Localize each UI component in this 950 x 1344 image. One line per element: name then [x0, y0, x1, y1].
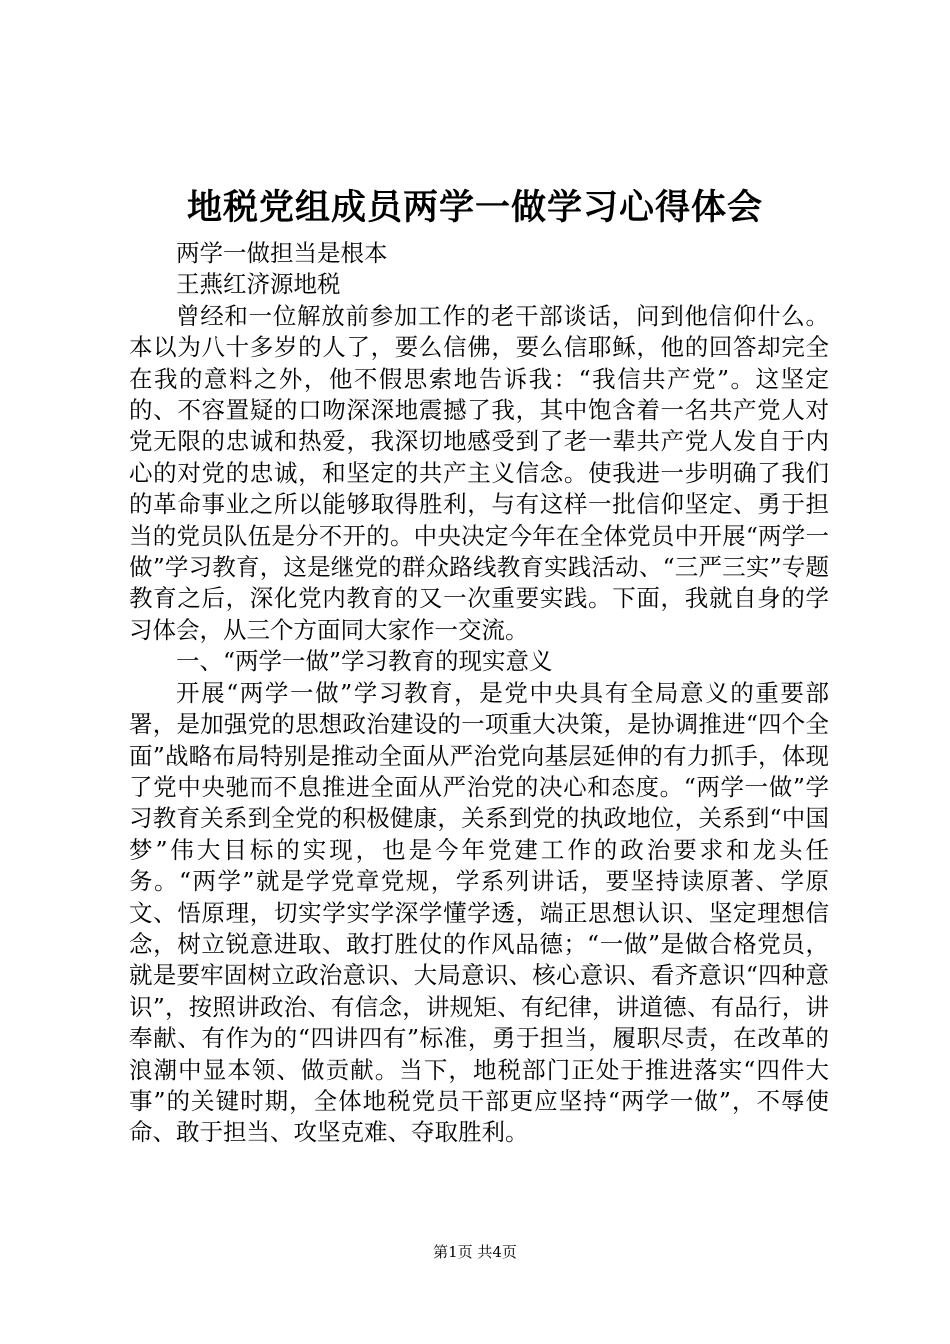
document-subtitle: 两学一做担当是根本: [176, 239, 388, 267]
paragraph: 曾经和一位解放前参加工作的老干部谈话，问到他信仰什么。本以为八十多岁的人了，要么信佛，要么信耶稣，他的回答却完全在我的意料之外，他不假思索地告诉我：“我信共产党”。这坚定的、不容置疑的口吻深深地震撼了我，其中饱含着一名共产党人对党无限的忠诚和热爱，我深切地感受到了老一辈共产党人发自于内心的对党的忠诚，和坚定的共产主义信念。使我进一步明确了我们的革命事业之所以能够取得胜利，与有这样一批信仰坚定、勇于担当的党员队伍是分不开的。中央决定今年在全体党员中开展“两学一做”学习教育，这是继党的群众路线教育实践活动、“三严三实”专题教育之后，深化党内教育的又一次重要实践。下面，我就自身的学习体会，从三个方面同大家作一交流。: [129, 301, 829, 644]
paragraph: 开展“两学一做”学习教育，是党中央具有全局意义的重要部署，是加强党的思想政治建设的一项重大决策，是协调推进“四个全面”战略布局特别是推动全面从严治党向基层延伸的有力抓手，体现了党中央驰而不息推进全面从严治党的决心和态度。“两学一做”学习教育关系到全党的积极健康，关系到党的执政地位，关系到“中国梦”伟大目标的实现，也是今年党建工作的政治要求和龙头任务。“两学”就是学党章党规，学系列讲话，要坚持读原著、学原文、悟原理，切实学实学深学懂学透，端正思想认识、坚定理想信念，树立锐意进取、敢打胜仗的作风品德；“一做”是做合格党员，就是要牢固树立政治意识、大局意识、核心意识、看齐意识“四种意识”，按照讲政治、有信念，讲规矩、有纪律，讲道德、有品行，讲奉献、有作为的“四讲四有”标准，勇于担当，履职尽责，在改革的浪潮中显本领、做贡献。当下，地税部门正处于推进落实“四件大事”的关键时期，全体地税党员干部更应坚持“两学一做”，不辱使命、敢于担当、攻坚克难、夺取胜利。: [129, 678, 829, 1147]
page-number: 第1页 共4页: [433, 1243, 517, 1261]
document-body: [129, 238, 829, 1149]
document-title: 地税党组成员两学一做学习心得体会: [186, 187, 763, 228]
section-heading: 一、“两学一做”学习教育的现实意义: [176, 647, 553, 676]
document-author: 王燕红济源地税: [176, 270, 341, 299]
